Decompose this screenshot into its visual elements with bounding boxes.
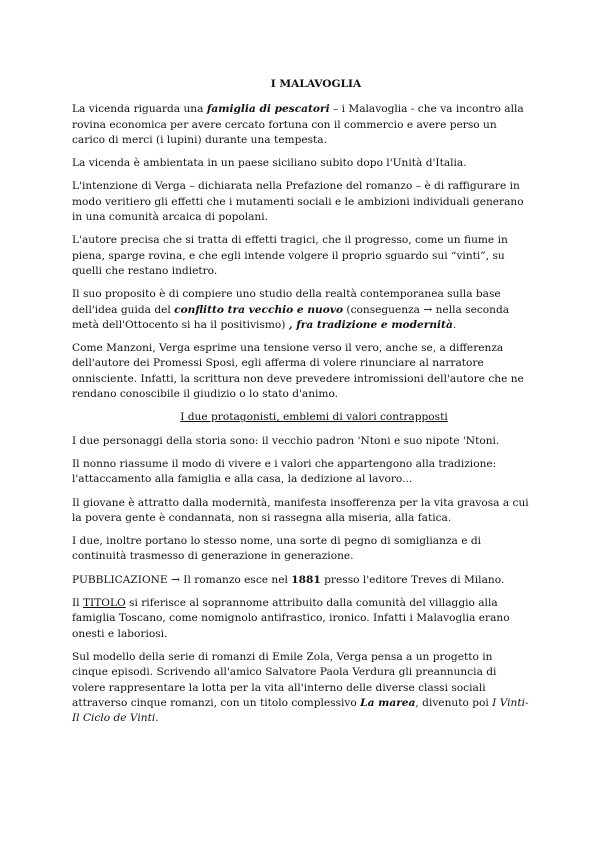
paragraph-plot — [72, 102, 530, 148]
emphasis-la-marea: La marea — [360, 696, 416, 709]
paragraph-manzoni: Come Manzoni, Verga esprime una tensione verso il vero, anche se, a differenza dell'autore dei Promessi Sposi, egli afferma di volere rinunciare al narratore onnisciente. Infatti, la scrittura non deve prevedere intromissioni dell'autore che ne rendano conoscibile il giudizio o lo stato d'animo. — [72, 342, 524, 401]
paragraph-giovane: Il giovane è attratto dalla modernità, manifesta insofferenza per la vita gravosa a cui la povera gente è condannata, non si rassegna alla miseria, alla fatica. — [72, 496, 529, 524]
paragraph-text: . — [155, 712, 159, 725]
emphasis-conflitto: conflitto tra vecchio e nuovo — [174, 303, 344, 316]
paragraph-pubblicazione — [72, 573, 530, 588]
paragraph-text: Sul modello della serie di romanzi di Emile Zola, Verga pensa a un progetto in cinque episodi. Scrivendo all'amico Salvatore Paola Verdura gli preannuncia di volere rappresentare la lotta per la vita all'interno delle diverse classi sociali attraverso cinque romanzi, con un titolo complessivo — [72, 650, 497, 709]
paragraph-text: presso l'editore Treves di Milano. — [320, 573, 505, 586]
emphasis-year: 1881 — [291, 573, 321, 586]
emphasis-tradizione-modernita: , fra tradizione e modernità — [288, 318, 453, 331]
emphasis-i-vinti: I Vinti-Il Ciclo de Vinti — [72, 696, 529, 725]
paragraph-personaggi: I due personaggi della storia sono: il vecchio padron 'Ntoni e suo nipote 'Ntoni. — [72, 434, 500, 447]
paragraph-purpose — [72, 287, 530, 333]
paragraph-text: Il — [72, 597, 83, 610]
section-heading-protagonisti: I due protagonisti, emblemi di valori contrapposti — [180, 411, 448, 424]
paragraph-titolo — [72, 596, 530, 642]
paragraph-text: si riferisce al soprannome attribuito dalla comunità del villaggio alla famiglia Toscano, come nomignolo antifrastico, ironico. Infatti i Malavoglia erano onesti e laboriosi. — [72, 597, 510, 640]
underlined-titolo: TITOLO — [82, 597, 126, 610]
paragraph-text: Il suo proposito è di compiere uno studio della realtà contemporanea sulla base dell'idea guida del — [72, 288, 501, 316]
emphasis-famiglia-di-pescatori: famiglia di pescatori — [206, 103, 330, 116]
paragraph-zola — [72, 650, 530, 726]
document-title: I MALAVOGLIA — [270, 78, 362, 90]
paragraph-text: La vicenda riguarda una — [72, 103, 207, 116]
paragraph-intention: L'intenzione di Verga – dichiarata nella Prefazione del romanzo – è di raffigurare in modo veritiero gli effetti che i mutamenti sociali e le ambizioni individuali generano in una comunità arcaica di popolani. — [72, 180, 524, 224]
paragraph-vinti: L'autore precisa che si tratta di effetti tragici, che il progresso, come un fiume in piena, sparge rovina, e che egli intende volgere il proprio sguardo sui “vinti”, su quelli che restano indietro. — [72, 234, 508, 277]
paragraph-text: – i Malavoglia - che va incontro alla rovina economica per avere cercato fortuna con il commercio e avere perso un carico di merci (i lupini) durante una tempesta. — [72, 103, 524, 146]
paragraph-setting: La vicenda è ambientata in un paese siciliano subito dopo l'Unità d'Italia. — [72, 157, 467, 170]
paragraph-nonno: Il nonno riassume il modo di vivere e i valori che appartengono alla tradizione: l'attaccamento alla famiglia e alla casa, la dedizione al lavoro... — [72, 457, 497, 486]
paragraph-text: . — [452, 318, 457, 331]
paragraph-text: , divenuto poi — [415, 696, 493, 709]
paragraph-text: (conseguenza → nella seconda metà dell'Ottocento si ha il positivismo) — [72, 303, 510, 331]
paragraph-text: PUBBLICAZIONE → Il romanzo esce nel — [72, 573, 292, 586]
paragraph-nome: I due, inoltre portano lo stesso nome, una sorte di pegno di somiglianza e di continuità trasmesso di generazione in generazione. — [72, 535, 482, 563]
